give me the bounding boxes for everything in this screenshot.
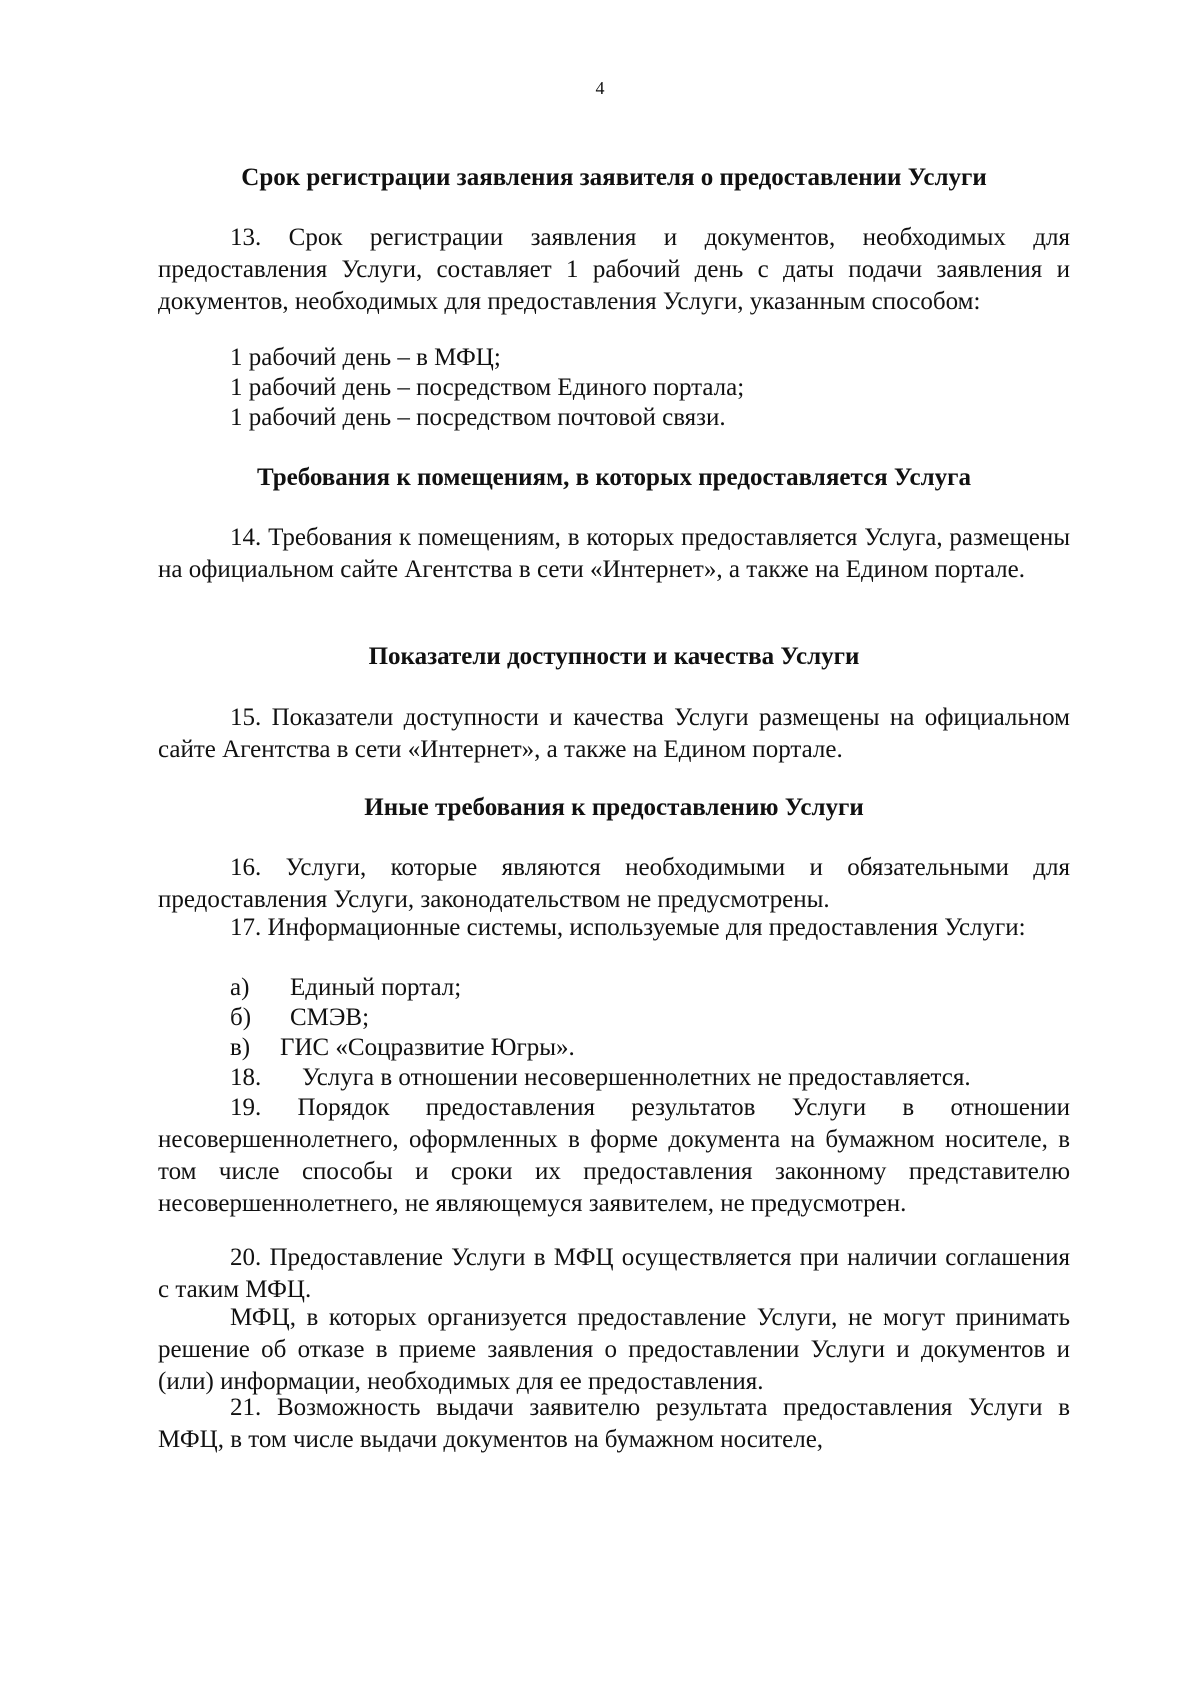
list-item-text: Единый портал; bbox=[290, 974, 462, 1001]
paragraph-18 bbox=[230, 1062, 971, 1094]
list-item: 1 рабочий день – в МФЦ; bbox=[230, 344, 501, 371]
paragraph-20: 20. Предоставление Услуги в МФЦ осуществляется при наличии соглашения с таким МФЦ. bbox=[158, 1244, 1070, 1303]
paragraph-16: 16. Услуги, которые являются необходимыми и обязательными для предоставления Услуги, законодательством не предусмотрены. bbox=[158, 854, 1070, 913]
page-number: 4 bbox=[595, 78, 605, 98]
section-heading-registration-term: Срок регистрации заявления заявителя о предоставлении Услуги bbox=[241, 164, 987, 191]
paragraph-15: 15. Показатели доступности и качества Услуги размещены на официальном сайте Агентства в сети «Интернет», а также на Едином портале. bbox=[158, 704, 1070, 763]
section-heading-quality-indicators: Показатели доступности и качества Услуги bbox=[368, 643, 860, 670]
section-heading-other-requirements: Иные требования к предоставлению Услуги bbox=[364, 794, 864, 821]
list-item: 1 рабочий день – посредством почтовой связи. bbox=[230, 404, 726, 431]
paragraph-17: 17. Информационные системы, используемые для предоставления Услуги: bbox=[230, 914, 1026, 941]
paragraph-text: Услуга в отношении несовершеннолетних не предоставляется. bbox=[302, 1064, 971, 1091]
list-item-letter: б) bbox=[230, 1004, 252, 1031]
paragraph-20-continuation: МФЦ, в которых организуется предоставление Услуги, не могут принимать решение об отказе в приеме заявления о предоставлении Услуги и документов и (или) информации, необходимых для ее предоставления. bbox=[158, 1304, 1070, 1395]
list-item-text: ГИС «Соцразвитие Югры». bbox=[280, 1034, 575, 1061]
list-item: 1 рабочий день – посредством Единого портала; bbox=[230, 374, 745, 401]
paragraph-14: 14. Требования к помещениям, в которых предоставляется Услуга, размещены на официальном сайте Агентства в сети «Интернет», а также на Едином портале. bbox=[158, 524, 1070, 583]
list-item bbox=[230, 1002, 369, 1034]
list-item bbox=[230, 972, 461, 1004]
paragraph-19: 19. Порядок предоставления результатов Услуги в отношении несовершеннолетнего, оформленных в форме документа на бумажном носителе, в том числе способы и сроки их предоставления законному представителю несовершеннолетнего, не являющемуся заявителем, не предусмотрен. bbox=[158, 1094, 1070, 1217]
paragraph-13: 13. Срок регистрации заявления и документов, необходимых для предоставления Услуги, составляет 1 рабочий день с даты подачи заявления и документов, необходимых для предоставления Услуги, указанным способом: bbox=[158, 224, 1070, 315]
list-item-letter: а) bbox=[230, 974, 250, 1001]
list-item bbox=[230, 1032, 575, 1064]
paragraph-number: 18. bbox=[230, 1064, 262, 1091]
list-item-letter: в) bbox=[230, 1034, 251, 1061]
paragraph-21: 21. Возможность выдачи заявителю результата предоставления Услуги в МФЦ, в том числе выдачи документов на бумажном носителе, bbox=[158, 1394, 1070, 1453]
list-item-text: СМЭВ; bbox=[290, 1004, 370, 1031]
section-heading-premises: Требования к помещениям, в которых предоставляется Услуга bbox=[256, 464, 972, 491]
